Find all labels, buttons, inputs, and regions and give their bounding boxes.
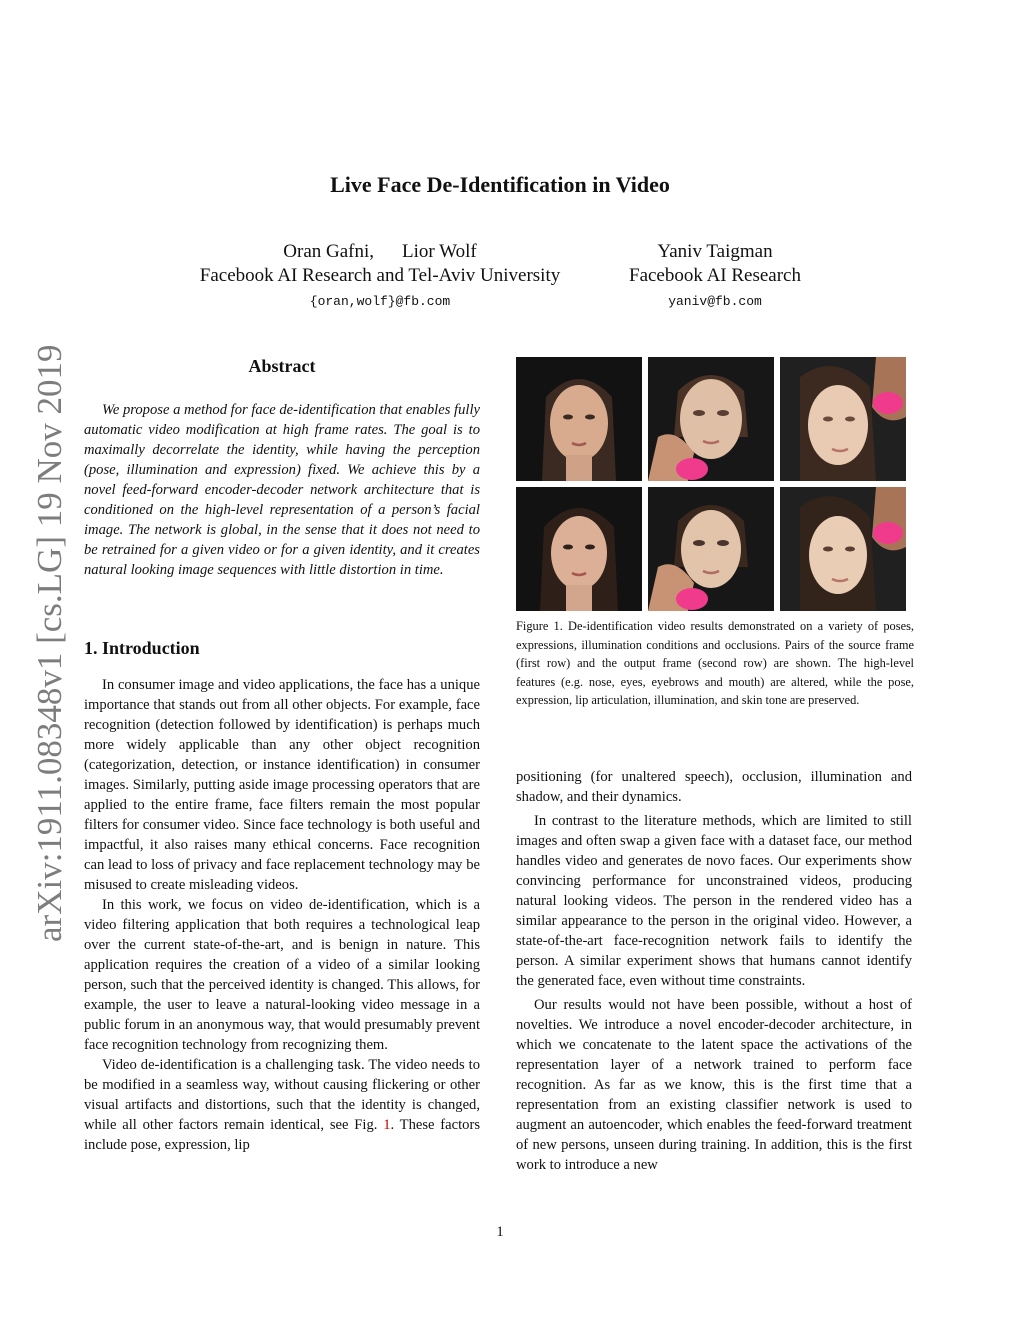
intro-paragraph-3: Video de-identification is a challenging task. The video needs to be modified in a seamless way, without causing flickering or other visual artifacts and distortions, such that the identity is changed, while all other factors remain identical, see Fig. 1. These factors include pose, expression, lip	[84, 1057, 480, 1153]
intro-column-left	[84, 675, 480, 1155]
author-yaniv-taigman: Yaniv Taigman	[657, 241, 773, 262]
intro-paragraph-1: In consumer image and video applications, the face has a unique importance that stands out from all other objects. For example, face recognition (detection followed by identification) is perhaps much more widely applicable than any other object recognition (categorization, detection, or instance identification) in consumer images. Similarly, putting aside image processing operators that are applied to the entire frame, face filters remain the most popular filters for consumer video. Since face technology is both useful and impactful, it also raises many ethical concerns. Face recognition can lead to loss of privacy and face replacement technology may be misused to create misleading videos.	[84, 677, 480, 893]
source-face-frame-2	[648, 357, 774, 481]
intro-column-right	[516, 767, 912, 1175]
source-face-frame-1	[516, 357, 642, 481]
figure-1-caption: Figure 1. De-identification video results demonstrated on a variety of poses, expressions, illumination conditions and occlusions. Pairs of the source frame (first row) and the output frame (second row) are shown. The high-level features (e.g. nose, eyes, eyebrows and mouth) are altered, while the pose, expression, lip articulation, illumination, and skin tone are preserved.	[516, 619, 914, 707]
abstract-text: We propose a method for face de-identification that enables fully automatic video modification at high frame rates. The goal is to maximally decorrelate the identity, while having the perception (pose, illumination and expression) fixed. We achieve this by a novel feed-forward encoder-decoder network architecture that is conditioned on the high-level representation of a person’s facial image. The network is global, in the sense that it does not need to be retrained for a given video or for a given identity, and it creates natural looking image sequences with little distortion in time.	[84, 402, 480, 578]
figure-1-image-grid	[516, 357, 908, 611]
email-left: {oran,wolf}@fb.com	[309, 294, 451, 309]
right-paragraph-1: positioning (for unaltered speech), occlusion, illumination and shadow, and their dynamics.	[516, 769, 912, 805]
output-face-frame-1	[516, 487, 642, 611]
page-number: 1	[496, 1224, 504, 1240]
author-lior-wolf: Lior Wolf	[402, 241, 477, 262]
email-right: yaniv@fb.com	[668, 294, 762, 309]
authors-left	[170, 240, 590, 309]
affiliation-left: Facebook AI Research and Tel-Aviv University	[199, 265, 561, 286]
intro-paragraph-2: In this work, we focus on video de-identification, which is a video filtering application that both requires a technological leap over the current state-of-the-art, and is benign in nature. This application requires the creation of a video of a similar looking person, such that the perceived identity is changed. This allows, for example, the user to leave a natural-looking video message in a public forum in an anonymous way, that would presumably prevent face recognition technology from recognizing them.	[84, 897, 480, 1053]
paper-title: Live Face De-Identification in Video	[330, 172, 670, 197]
output-face-frame-2	[648, 487, 774, 611]
right-paragraph-3: Our results would not have been possible, without a host of novelties. We introduce a novel encoder-decoder architecture, in which we concatenate to the latent space the activations of the representation layer of a network trained to perform face recognition. As far as we know, this is the first time that a representation from an existing classifier network is used to augment an autoencoder, which enables the feed-forward treatment of new persons, unseen during training. In addition, this is the first work to introduce a new	[516, 997, 912, 1173]
abstract-body	[84, 400, 480, 580]
authors-right	[610, 240, 820, 309]
arxiv-stamp: arXiv:1911.08348v1 [cs.LG] 19 Nov 2019	[30, 344, 69, 942]
abstract-heading: Abstract	[248, 356, 316, 376]
section-heading-introduction: 1. Introduction	[84, 638, 200, 658]
source-face-frame-3	[780, 357, 906, 481]
right-paragraph-2: In contrast to the literature methods, which are limited to still images and often swap a given face with a dataset face, our method handles video and generates de novo faces. Our experiments show convincing performance for unconstrained videos, producing natural looking videos. The person in the rendered video has a similar appearance to the person in the original video. However, a state-of-the-art face-recognition network fails to identify the person. A similar experiment shows that humans cannot identify the generated face, even without time constraints.	[516, 813, 912, 989]
author-oran-gafni: Oran Gafni,	[283, 241, 375, 262]
affiliation-right: Facebook AI Research	[629, 265, 801, 286]
figure-1-link[interactable]: 1	[383, 1117, 391, 1133]
output-face-frame-3	[780, 487, 906, 611]
